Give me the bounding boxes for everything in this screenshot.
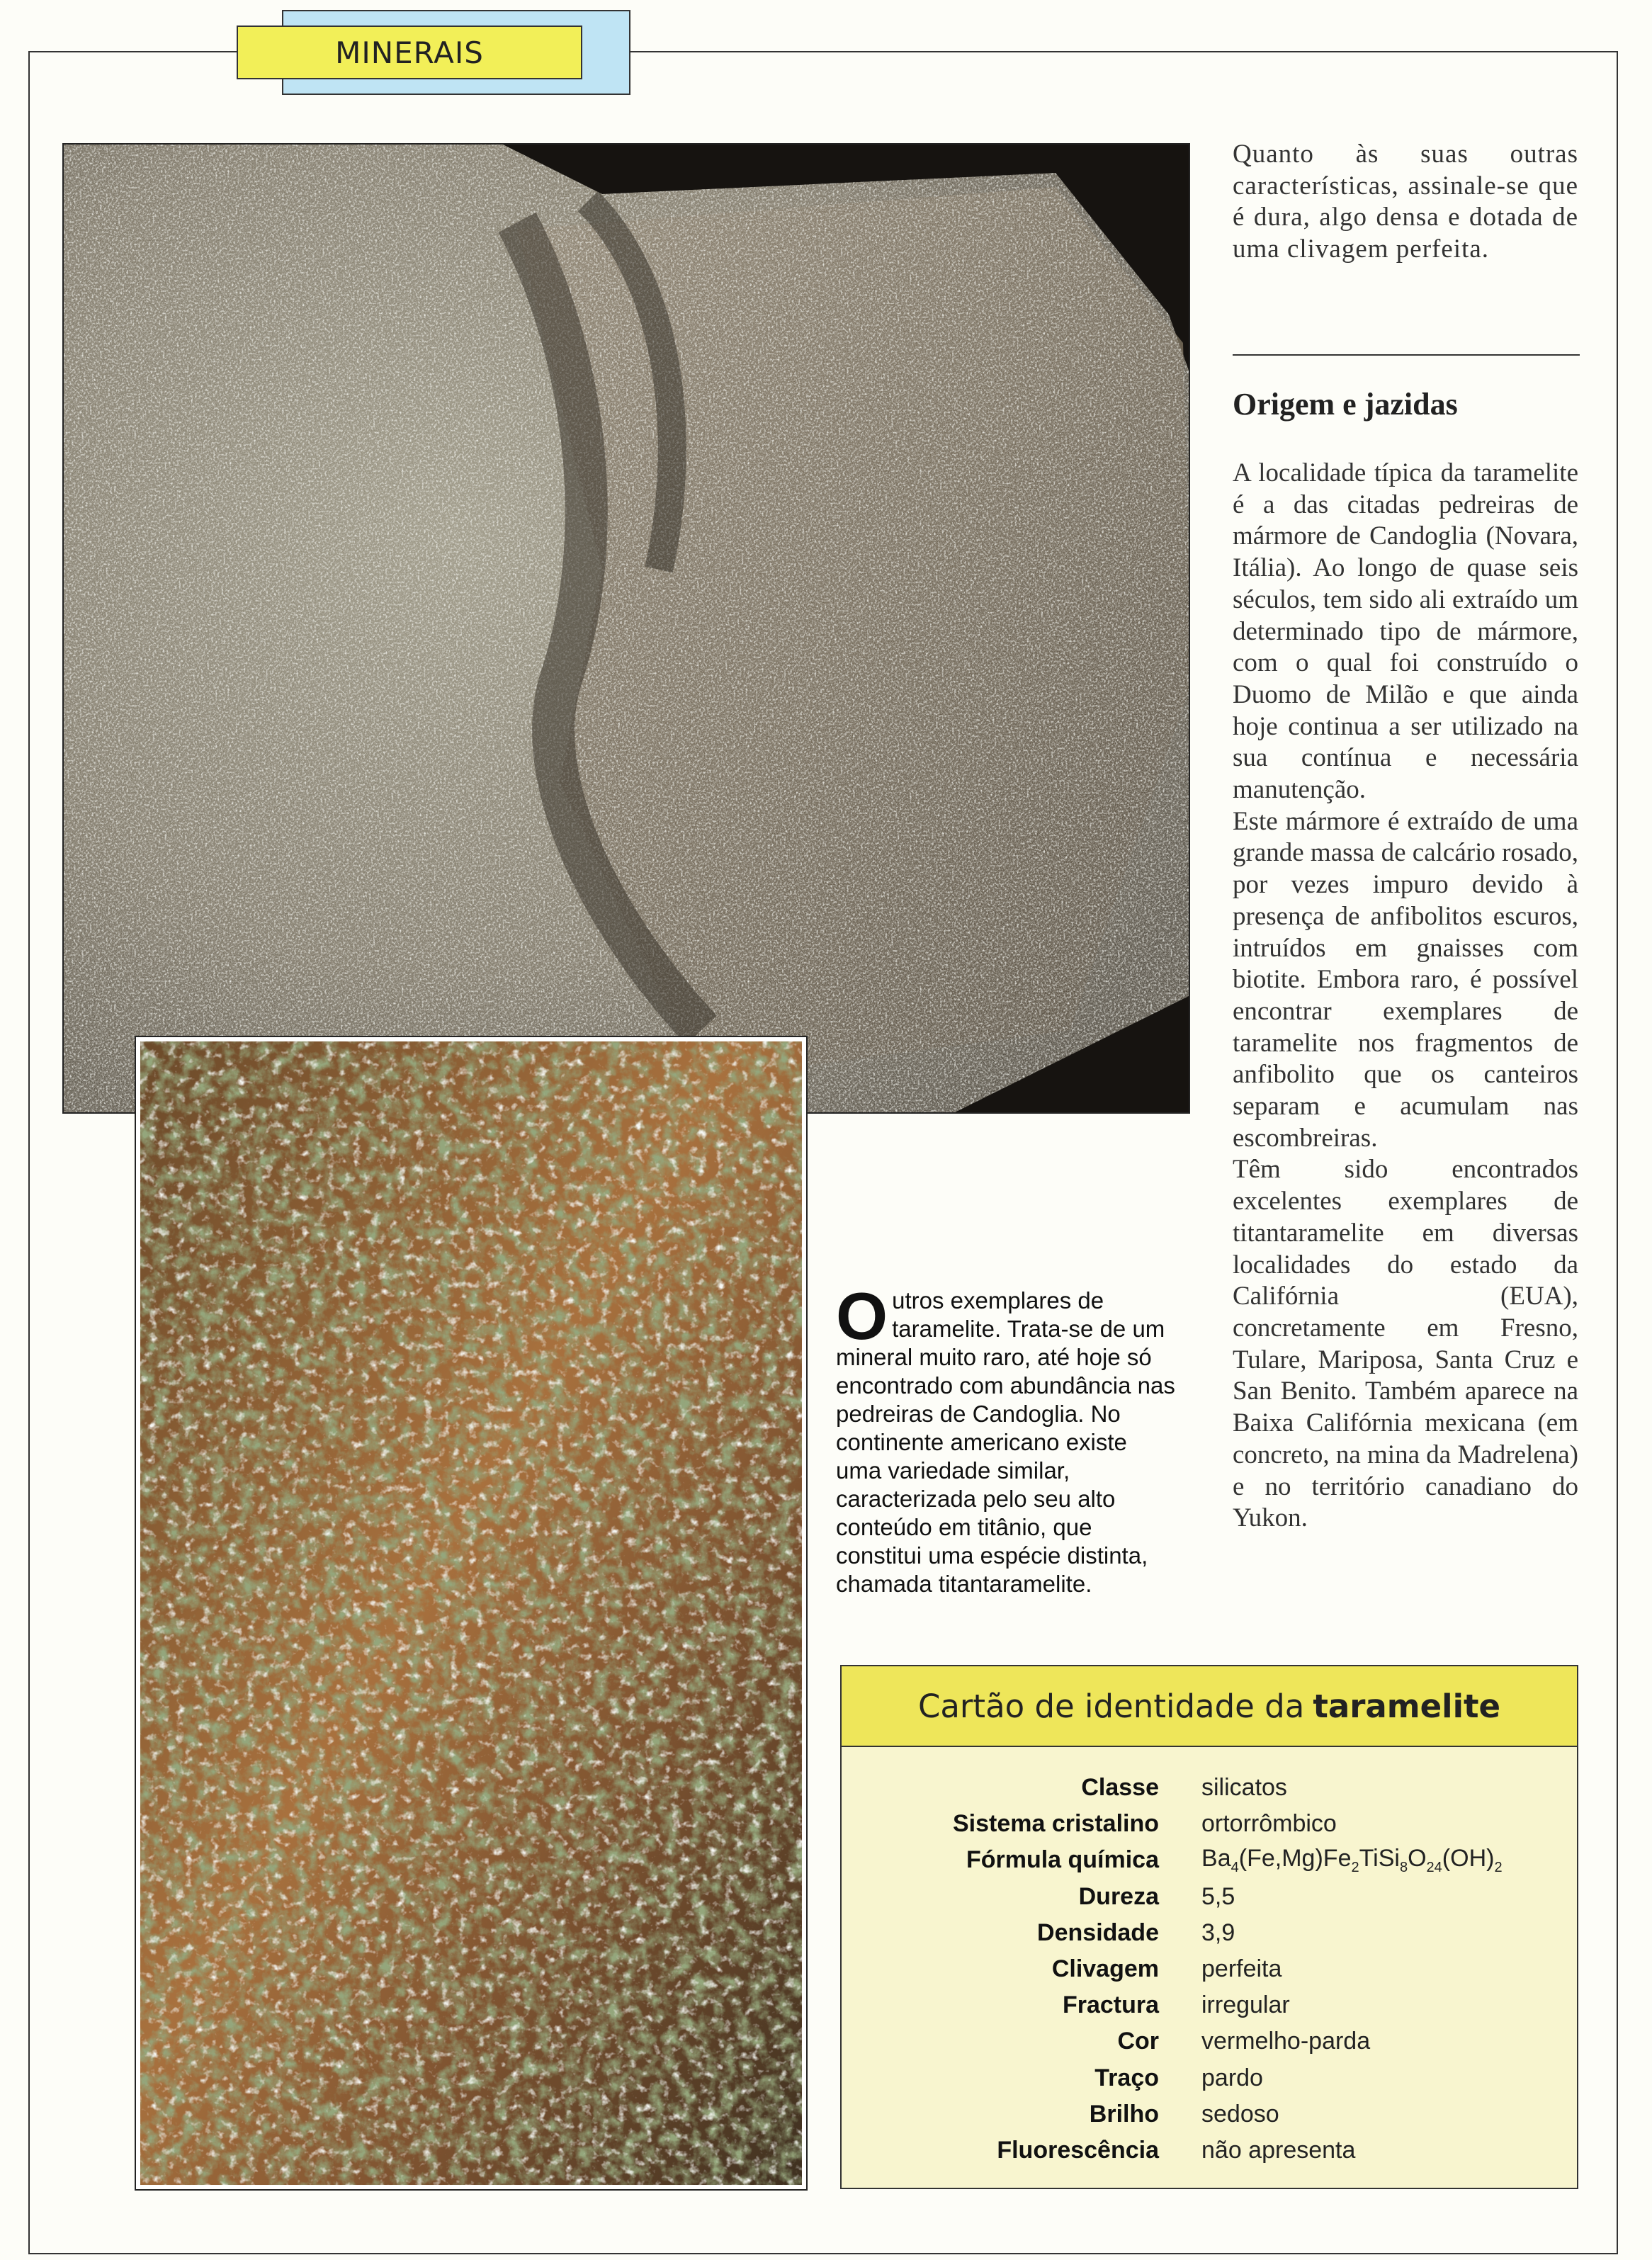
identity-card-title-mineral: taramelite: [1313, 1687, 1501, 1725]
section-divider: [1233, 354, 1580, 356]
card-value: ortorrômbico: [1201, 1810, 1337, 1838]
card-row-traco: [842, 2060, 1577, 2096]
card-row-fluorescencia: [842, 2132, 1577, 2169]
card-value: vermelho-parda: [1201, 2028, 1371, 2055]
card-row-dureza: [842, 1879, 1577, 1915]
card-label: Densidade: [1037, 1919, 1159, 1946]
identity-card: [840, 1665, 1578, 2189]
card-value: perfeita: [1201, 1955, 1282, 1983]
card-label: Sistema cristalino: [952, 1810, 1159, 1838]
card-label: Fórmula química: [966, 1846, 1159, 1874]
card-label: Cor: [1117, 2028, 1159, 2055]
identity-card-title: [842, 1666, 1577, 1747]
card-value-formula: $Ba_4(Fe,Mg)Fe_2TiSi_8O_{24}(OH)_2$: [1201, 1845, 1503, 1875]
card-row-densidade: [842, 1915, 1577, 1951]
intro-text: Quanto às suas outras características, assinale-se que é dura, algo densa e dotada de uma clivagem perfeita.: [1233, 140, 1578, 264]
origin-text: [1233, 458, 1578, 1535]
card-value: 5,5: [1201, 1882, 1235, 1910]
identity-card-title-prefix: Cartão de identidade da: [917, 1687, 1305, 1725]
card-row-clivagem: [842, 1951, 1577, 1987]
card-label: Dureza: [1078, 1882, 1159, 1910]
card-label: Classe: [1081, 1774, 1159, 1802]
intro-paragraph: [1233, 139, 1578, 266]
section-label: MINERAIS: [237, 26, 582, 79]
identity-card-rows: [842, 1770, 1577, 2169]
card-value: 3,9: [1201, 1919, 1235, 1946]
card-value: não apresenta: [1201, 2136, 1356, 2164]
origin-paragraph-1: A localidade típica da taramelite é a das citadas pedreiras de mármore de Candoglia (Novara, Itália). Ao longo de quase seis séculos, tem sido ali extraído um determinado tipo de mármore, com o qual foi construído o Duomo de Milão e que ainda hoje continua a ser utilizado na sua contínua e necessária manutenção.: [1233, 458, 1578, 805]
card-row-sistema: [842, 1806, 1577, 1842]
card-row-fractura: [842, 1987, 1577, 2023]
card-row-classe: [842, 1770, 1577, 1806]
card-value: pardo: [1201, 2064, 1263, 2091]
origin-paragraph-2: Este mármore é extraído de uma grande massa de calcário rosado, por vezes impuro devido à presença de anfibolitos escuros, intruídos em gnaisses com biotite. Embora raro, é possível encontrar exemplares de taramelite nos fragmentos de anfibolito que os canteiros separam e acumulam nas escombreiras.: [1233, 806, 1578, 1153]
card-row-formula: [842, 1842, 1577, 1878]
specimen-photo-closeup: [136, 1037, 806, 2189]
card-label: Brilho: [1089, 2100, 1159, 2128]
card-row-cor: [842, 2023, 1577, 2060]
card-row-brilho: [842, 2096, 1577, 2132]
photo-caption: [836, 1279, 1176, 1598]
section-title: Origem e jazidas: [1233, 387, 1458, 422]
caption-dropcap: O: [836, 1279, 888, 1353]
card-label: Traço: [1094, 2064, 1159, 2091]
caption-text: utros exemplares de taramelite. Trata-se de um mineral muito raro, até hoje só encontrado com abundância nas pedreiras de Candoglia. No continente americano existe uma variedade similar, caracterizada pelo seu alto conteúdo em titânio, que constitui uma espécie distinta, chamada titantaramelite.: [836, 1287, 1175, 1597]
card-label: Fractura: [1062, 1991, 1159, 2019]
specimen-photo-top: [62, 143, 1190, 1114]
card-value: sedoso: [1201, 2100, 1279, 2128]
card-label: Clivagem: [1051, 1955, 1159, 1983]
card-value: irregular: [1201, 1991, 1290, 2019]
card-label: Fluorescência: [997, 2136, 1159, 2164]
card-value: silicatos: [1201, 1774, 1287, 1802]
origin-paragraph-3: Têm sido encontrados excelentes exemplares de titantaramelite em diversas localidades do estado da Califórnia (EUA), concretamente em Fresno, Tulare, Mariposa, Santa Cruz e San Benito. Também aparece na Baixa Califórnia mexicana (em concreto, na mina da Madrelena) e no território canadiano do Yukon.: [1233, 1155, 1578, 1533]
